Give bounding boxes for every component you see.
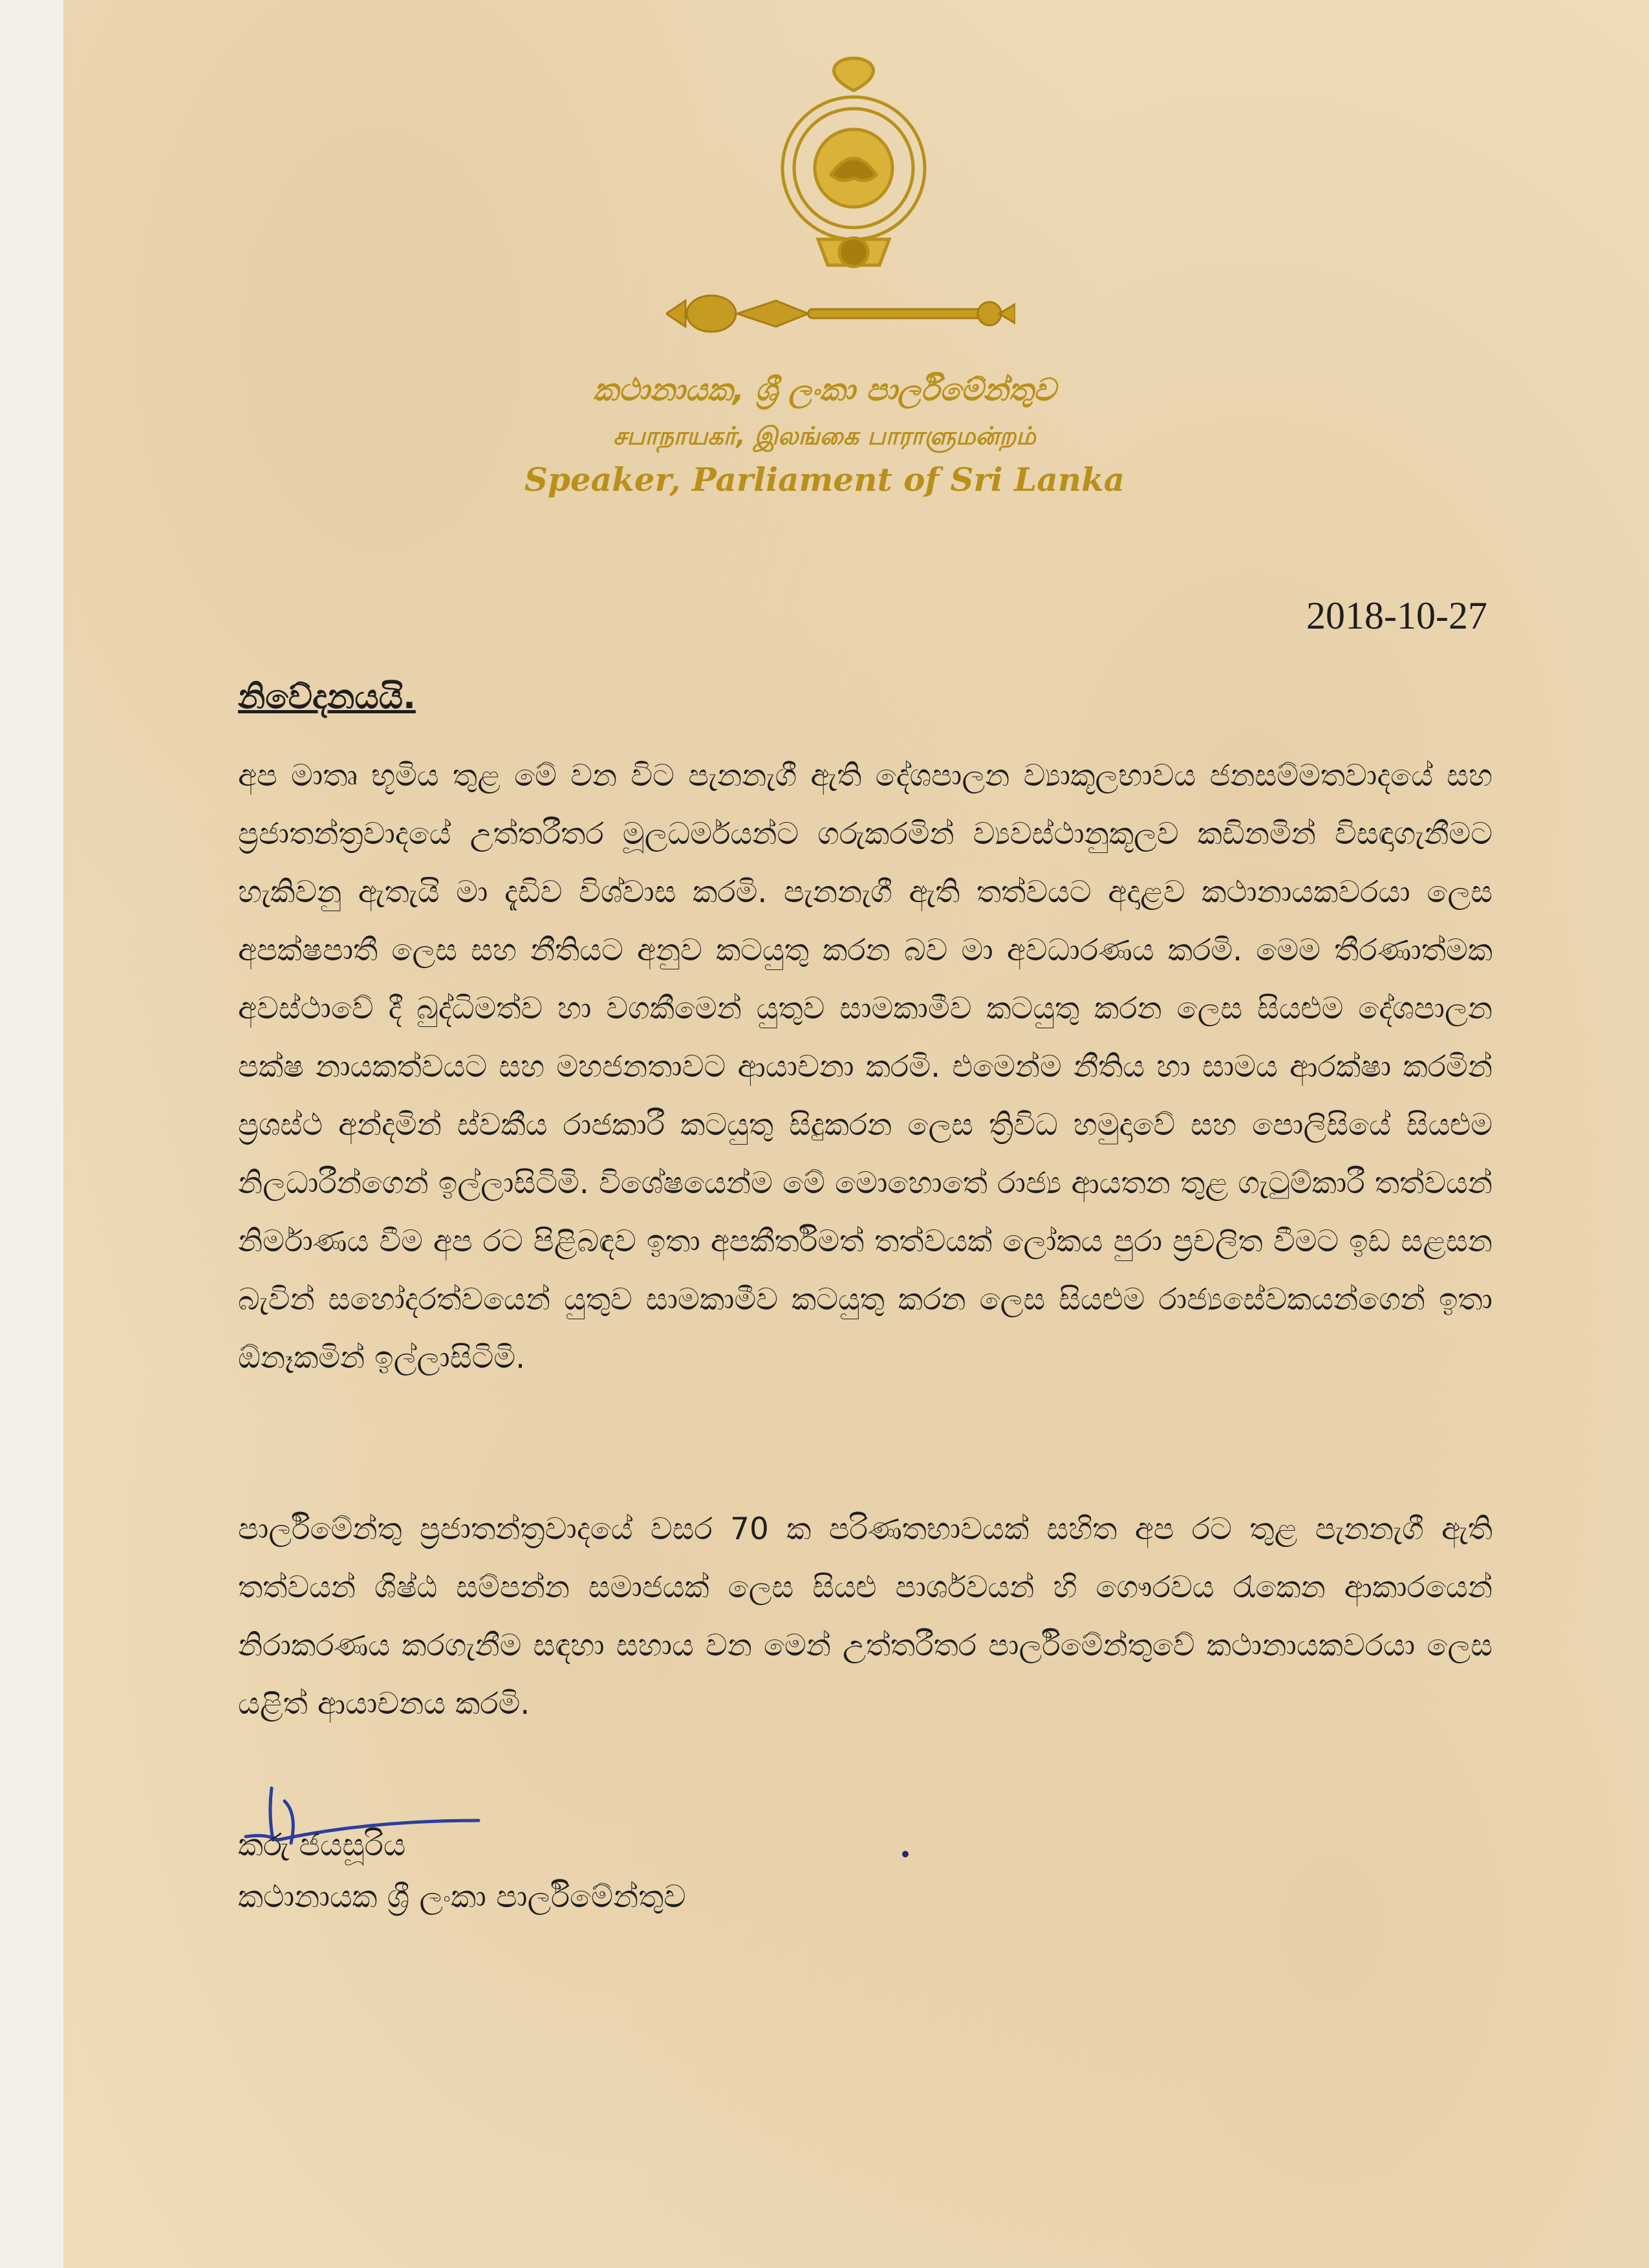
header-tamil: சபாநாயகர், இலங்கை பாராளுமன்றம் bbox=[613, 422, 1036, 450]
signatory-name: කරු ජයසූරිය bbox=[238, 1827, 406, 1863]
paragraph-1: අප මාතෘ භූමිය තුළ මේ වන විට පැනනැගී ඇති දේශපාලන ව්‍යාකූලභාවය ජනසම්මතවාදයේ සහ ප්‍රජාතන්ත්‍රවාදයේ උත්තරීතර මූලධර්මයන්ට ගරුකරමින් ව්‍යවස්ථානුකූලව කඩිනමින් විසඳාගැනීමට හැකිවනු ඇතැයි මා දැඩිව විශ්වාස කරමි. පැනනැගී ඇති තත්වයට අදාළව කථානායකවරයා ලෙස අපක්ෂපාතී ලෙස සහ නීතියට අනුව කටයුතු කරන බව මා අවධාරණය කරමි. මෙම තීරණාත්මක අවස්ථාවේ දී බුද්ධිමත්ව හා වගකීමෙන් යුතුව සාමකාමීව කටයුතු කරන ලෙස සියළුම දේශපාලන පක්ෂ නායකත්වයට සහ මහජනතාවට ආයාචනා කරමි. එමෙන්ම නීතිය හා සාමය ආරක්ෂා කරමින් ප්‍රශස්ථ අන්දමින් ස්වකීය රාජකාරී කටයුතු සිදුකරන ලෙස ත්‍රිවිධ හමුදාවේ සහ පොලිසියේ සියළුම නිලධාරීන්ගෙන් ඉල්ලාසිටිමි. විශේෂයෙන්ම මේ මොහොතේ රාජ්‍ය ආයතන තුළ ගැටුම්කාරී තත්වයන් නිර්මාණය වීම අප රට පිළිබඳව ඉතා අපකීර්තිමත් තත්වයක් ලෝකය පුරා ප්‍රචලිත වීමට ඉඩ සළසන බැවින් සහෝදරත්වයෙන් යුතුව සාමකාමීව කටයුතු කරන ලෙස සියළුම රාජ්‍යසේවකයන්ගෙන් ඉතා ඕනෑකමින් ඉල්ලාසිටිමි. bbox=[238, 758, 1493, 1376]
mace-icon bbox=[666, 285, 1015, 343]
letter-date: 2018-10-27 bbox=[1306, 594, 1487, 637]
sri-lanka-emblem-icon bbox=[757, 45, 951, 291]
paragraph-2: පාර්ලිමේන්තු ප්‍රජාතන්ත්‍රවාදයේ වසර 70 ක පරිණතභාවයක් සහිත අප රට තුළ පැනනැගී ඇති තත්වයන් ශිෂ්ඨ සම්පන්න සමාජයක් ලෙස සියළු පාර්ශවයන් හි ගෞරවය රැකෙන ආකාරයෙන් නිරාකරණය කරගැනීම සඳහා සහාය වන මෙන් උත්තරීතර පාර්ලිමේන්තුවේ කථානායකවරයා ලෙස යළිත් ආයාචනය කරමි. bbox=[238, 1511, 1493, 1722]
ink-dot bbox=[902, 1851, 909, 1857]
scan-margin bbox=[0, 0, 63, 2268]
signatory-title: කථානායක ශ්‍රී ලංකා පාර්ලිමේන්තුව bbox=[238, 1879, 686, 1915]
letter-heading: නිවේදනයයි. bbox=[238, 678, 416, 717]
header-english: Speaker, Parliament of Sri Lanka bbox=[524, 460, 1125, 499]
header-sinhala: කථානායක, ශ්‍රී ලංකා පාර්ලිමේන්තුව bbox=[593, 372, 1056, 408]
